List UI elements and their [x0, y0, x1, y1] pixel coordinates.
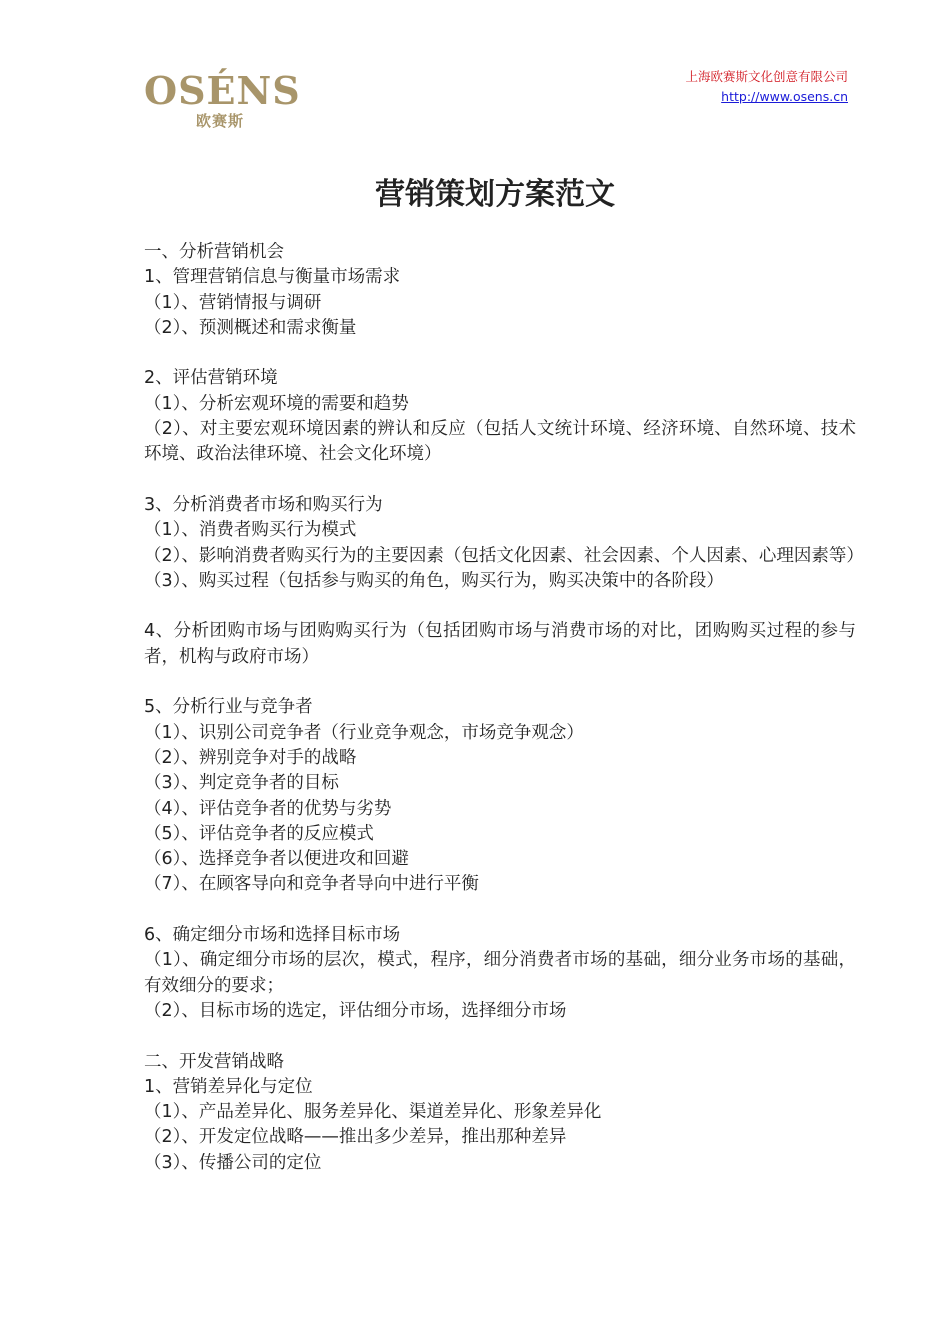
company-logo [144, 70, 299, 132]
text-line: 3、分析消费者市场和购买行为 [144, 494, 383, 515]
text-line: （5）、评估竞争者的反应模式 [144, 823, 374, 844]
text-line: 一、分析营销机会 [144, 242, 284, 262]
paragraph-gap [144, 670, 856, 695]
paragraph-gap [144, 468, 856, 493]
paragraph-gap [144, 1024, 856, 1049]
text-line: （2）、目标市场的选定，评估细分市场，选择细分市场 [144, 1000, 567, 1021]
text-line: 2、评估营销环境 [144, 368, 278, 389]
text-line: （6）、选择竞争者以便进攻和回避 [144, 849, 409, 870]
text-line: （1）、确定细分市场的层次，模式，程序，细分消费者市场的基础，细分业务市场的基础，有效细分的要求； [144, 950, 856, 996]
logo-wordmark: OSÉNS [144, 68, 301, 113]
text-line: 二、开发营销战略 [144, 1051, 284, 1072]
header-contact [685, 68, 848, 106]
text-line: （2）、影响消费者购买行为的主要因素（包括文化因素、社会因素、个人因素、心理因素等） [144, 545, 864, 566]
website-link[interactable]: http://www.osens.cn [721, 89, 848, 104]
text-line: （3）、传播公司的定位 [144, 1152, 322, 1173]
text-line: （2）、对主要宏观环境因素的辨认和反应（包括人文统计环境、经济环境、自然环境、技术环境、政治法律环境、社会文化环境） [144, 419, 856, 465]
document-title: 营销策划方案范文 [375, 177, 615, 212]
text-line: （4）、评估竞争者的优势与劣势 [144, 798, 392, 819]
text-line: （2）、预测概述和需求衡量 [144, 317, 357, 338]
text-line: （3）、购买过程（包括参与购买的角色，购买行为，购买决策中的各阶段） [144, 570, 724, 591]
text-line: （1）、识别公司竞争者（行业竞争观念，市场竞争观念） [144, 722, 584, 743]
text-line: （1）、营销情报与调研 [144, 292, 322, 313]
text-line: （2）、辨别竞争对手的战略 [144, 747, 357, 768]
text-line: 1、营销差异化与定位 [144, 1076, 313, 1097]
text-line: 6、确定细分市场和选择目标市场 [144, 925, 401, 946]
text-line: （1）、分析宏观环境的需要和趋势 [144, 393, 409, 414]
text-line: （2）、开发定位战略——推出多少差异，推出那种差异 [144, 1127, 567, 1148]
paragraph-gap [144, 898, 856, 923]
text-line: （3）、判定竞争者的目标 [144, 773, 339, 794]
paragraph-gap [144, 341, 856, 366]
text-line: （1）、消费者购买行为模式 [144, 520, 357, 541]
text-line: （1）、产品差异化、服务差异化、渠道差异化、形象差异化 [144, 1102, 602, 1123]
company-name: 上海欧赛斯文化创意有限公司 [685, 69, 848, 84]
paragraph-gap [144, 594, 856, 619]
logo-chinese-name: 欧赛斯 [196, 112, 245, 130]
text-line: （7）、在顾客导向和竞争者导向中进行平衡 [144, 874, 479, 895]
text-line: 5、分析行业与竞争者 [144, 697, 313, 718]
text-line: 1、管理营销信息与衡量市场需求 [144, 267, 401, 288]
text-line: 4、分析团购市场与团购购买行为（包括团购市场与消费市场的对比，团购购买过程的参与者，机构与政府市场） [144, 621, 856, 667]
document-body [144, 240, 864, 1176]
